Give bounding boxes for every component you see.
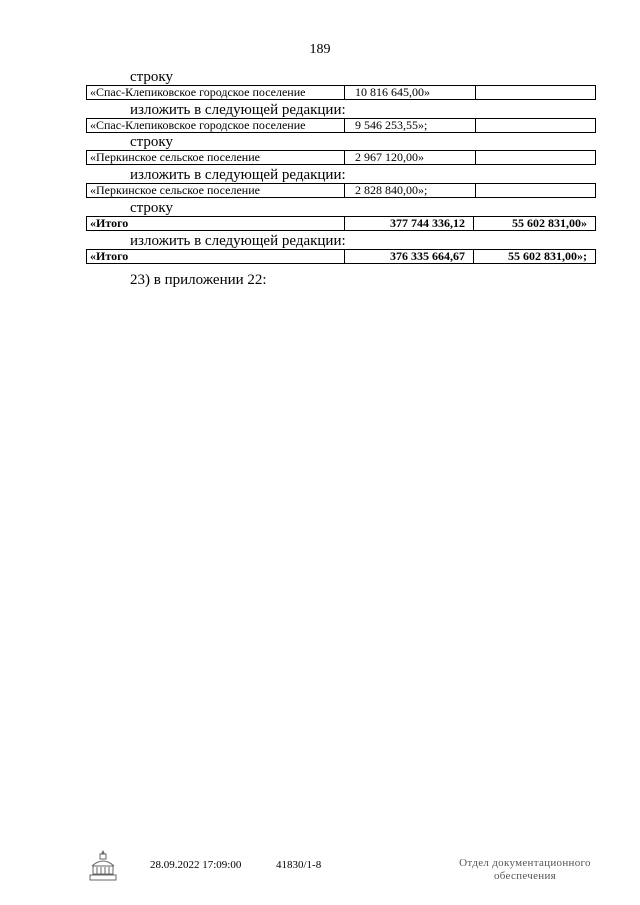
table-row bbox=[86, 183, 596, 198]
page-number: 189 bbox=[309, 42, 331, 57]
cell-amount2 bbox=[476, 86, 595, 99]
label-izlozhit: изложить в следующей редакции: bbox=[130, 102, 346, 118]
footer-datetime: 28.09.2022 17:09:00 bbox=[150, 859, 242, 871]
cell-name: «Перкинское сельское поселение bbox=[87, 184, 345, 197]
cell-amount2: 55 602 831,00»; bbox=[508, 249, 587, 263]
label-stroku: строку bbox=[130, 69, 173, 85]
label-stroku: строку bbox=[130, 200, 173, 216]
footer-doc-number: 41830/1-8 bbox=[276, 859, 322, 871]
cell-amount2 bbox=[476, 119, 595, 132]
label-izlozhit: изложить в следующей редакции: bbox=[130, 233, 346, 249]
department-stamp bbox=[440, 857, 610, 883]
cell-name: «Перкинское сельское поселение bbox=[87, 151, 345, 164]
cell-amount1: 10 816 645,00» bbox=[345, 86, 476, 99]
cell-amount2 bbox=[476, 151, 595, 164]
cell-amount2: 55 602 831,00» bbox=[512, 216, 587, 230]
stamp-line2: обеспечения bbox=[493, 870, 557, 882]
label-izlozhit: изложить в следующей редакции: bbox=[130, 167, 346, 183]
cell-amount1: 2 967 120,00» bbox=[345, 151, 476, 164]
cell-amount1: 9 546 253,55»; bbox=[345, 119, 476, 132]
cell-name: «Итого bbox=[87, 217, 345, 230]
table-row bbox=[86, 118, 596, 133]
cell-name: «Спас-Клепиковское городское поселение bbox=[87, 86, 345, 99]
cell-name: «Итого bbox=[87, 250, 345, 263]
table-row bbox=[86, 85, 596, 100]
cell-name: «Спас-Клепиковское городское поселение bbox=[87, 119, 345, 132]
table-row bbox=[86, 150, 596, 165]
cell-amount1: 376 335 664,67 bbox=[345, 250, 474, 263]
stamp-line1: Отдел документационного bbox=[459, 857, 591, 869]
cell-amount1: 377 744 336,12 bbox=[345, 217, 474, 230]
seal-icon bbox=[88, 848, 118, 887]
cell-amount1: 2 828 840,00»; bbox=[345, 184, 476, 197]
cell-amount2 bbox=[476, 184, 595, 197]
item-23-heading: 23) в приложении 22: bbox=[130, 272, 267, 288]
label-stroku: строку bbox=[130, 134, 173, 150]
table-row-total bbox=[86, 249, 596, 264]
table-row-total bbox=[86, 216, 596, 231]
